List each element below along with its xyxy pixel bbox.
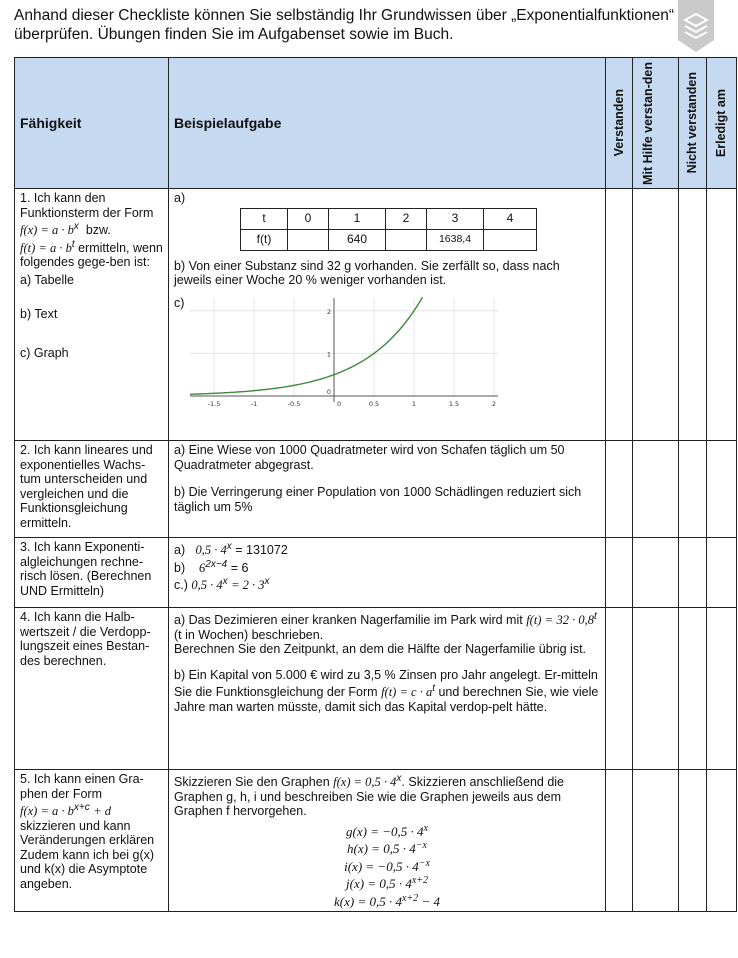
status-cell[interactable] xyxy=(679,538,707,608)
series-line-f xyxy=(190,297,423,394)
skill-cell-2: 2. Ich kann lineares und exponentielles Wachs-tum unterscheiden und vergleichen und die Funktionsgleichung ermitteln. xyxy=(15,441,169,538)
intro-text: Anhand dieser Checkliste können Sie selbständig Ihr Grundwissen über „Exponentialfunktionen“ überprüfen. Übungen finden Sie im Aufgabenset sowie im Buch. xyxy=(14,7,675,43)
x-tick-label: -1.5 xyxy=(207,399,221,408)
status-cell[interactable] xyxy=(679,441,707,538)
status-cell[interactable] xyxy=(633,608,679,770)
table-row xyxy=(15,608,737,770)
formula-list xyxy=(174,822,600,910)
x-tick-label: -0.5 xyxy=(287,399,301,408)
status-cell[interactable] xyxy=(606,538,633,608)
book-stack-icon xyxy=(674,0,718,52)
formula-j: $j(x) = 0,5 \cdot 4^{x+2}$ xyxy=(346,875,428,891)
header-example: Beispielaufgabe xyxy=(169,58,606,189)
table-row xyxy=(15,441,737,538)
formula-i: $i(x) = -0,5 \cdot 4^{-x}$ xyxy=(344,857,430,874)
header-mit-hilfe: Mit Hilfe verstan-den xyxy=(633,58,679,189)
status-cell[interactable] xyxy=(679,770,707,912)
x-tick-label: -1 xyxy=(250,399,258,408)
value-table: t 0 1 2 3 4 f(t) 640 1638,4 xyxy=(240,208,537,251)
status-cell[interactable] xyxy=(606,608,633,770)
status-cell[interactable] xyxy=(679,189,707,441)
skill-cell-1: 1. Ich kann den Funktionsterm der Form $f(x) = a \cdot b^x$ bzw. $f(t) = a \cdot b^t$ ermitteln, wenn folgendes gege-ben ist: a) Tabelle b) Text c) Graph xyxy=(15,189,169,441)
table-row xyxy=(15,189,737,441)
status-cell[interactable] xyxy=(633,189,679,441)
formula-g: $g(x) = -0,5 \cdot 4^x$ xyxy=(346,822,428,839)
status-cell[interactable] xyxy=(606,441,633,538)
example-cell-2: a) Eine Wiese von 1000 Quadratmeter wird von Schafen täglich um 50 Quadratmeter abgegrast. b) Die Verringerung einer Population von 1000 Schädlingen reduziert sich täglich um 5% xyxy=(169,441,606,538)
y-tick-label: 0 xyxy=(326,387,331,396)
status-cell[interactable] xyxy=(707,608,737,770)
x-tick-label: 0 xyxy=(337,399,342,408)
skill-cell-5: 5. Ich kann einen Gra-phen der Form $f(x) = a \cdot b^{x+c} + d$ skizzieren und kann Veränderungen erklären Zudem kann ich bei g(x) und k(x) die Asymptote angeben. xyxy=(15,770,169,912)
header-verstanden: Verstanden xyxy=(606,58,633,189)
example-cell-4: a) Das Dezimieren einer kranken Nagerfamilie im Park wird mit $f(t) = 32 \cdot 0,8^t$ (t in Wochen) beschrieben. Berechnen Sie den Zeitpunkt, an dem die Hälfte der Nagerfamilie übrig ist. b) Ein Kapital von 5.000 € wird zu 3,5 % Zinsen pro Jahr angelegt. Er-mitteln Sie die Funktionsgleichung der Form $f(t) = c \cdot a^t$ und berechnen Sie, wie viele Jahre man warten müsste, damit sich das Kapital verdop-pelt hätte. xyxy=(169,608,606,770)
example-cell-1: a) t 0 1 2 3 4 f(t) 640 1638,4 b) Von einer Substanz sind 32 g vorhanden. Sie zerfällt so, dass nach jeweils einer Woche 20 % weniger vorhanden ist. c) -1.5 -1 -0.5 0 0.5 1 1.5 2 0 1 2 xyxy=(169,189,606,441)
formula-k: $k(x) = 0,5 \cdot 4^{x+2} - 4$ xyxy=(334,892,440,909)
status-cell[interactable] xyxy=(679,608,707,770)
example-cell-5: Skizzieren Sie den Graphen $f(x) = 0,5 \cdot 4^x$. Skizzieren anschließend die Graphen g, h, i und beschreiben Sie wie die Graphen jeweils aus dem Graphen f hervorgehen. $g(x) = -0,5 \cdot 4^x$ $h(x) = 0,5 \cdot 4^{-x}$ $i(x) = -0,5 \cdot 4^{-x}$ $j(x) = 0,5 \cdot 4^{x+2}$ $k(x) = 0,5 \cdot 4^{x+2} - 4$ xyxy=(169,770,606,912)
x-tick-label: 1.5 xyxy=(448,399,460,408)
checklist-table xyxy=(14,57,737,912)
status-cell[interactable] xyxy=(633,770,679,912)
header-row xyxy=(15,58,737,189)
status-cell[interactable] xyxy=(606,189,633,441)
header-erledigt-am: Erledigt am xyxy=(707,58,737,189)
example-cell-3: a) $0,5 \cdot 4^x = 131072$ b) $6^{2x-4} = 6$ c.) $0,5 \cdot 4^x = 2 \cdot 3^x$ xyxy=(169,538,606,608)
header-nicht-verstanden: Nicht verstanden xyxy=(679,58,707,189)
x-tick-label: 0.5 xyxy=(368,399,380,408)
status-cell[interactable] xyxy=(707,538,737,608)
skill-cell-3: 3. Ich kann Exponenti-algleichungen rechne-risch lösen. (Berechnen UND Ermitteln) xyxy=(15,538,169,608)
y-tick-label: 2 xyxy=(326,307,331,316)
x-tick-label: 1 xyxy=(411,399,417,408)
table-row xyxy=(15,770,737,912)
table-row xyxy=(15,538,737,608)
status-cell[interactable] xyxy=(633,441,679,538)
status-cell[interactable] xyxy=(707,441,737,538)
skill-cell-4: 4. Ich kann die Halb-wertszeit / die Verdopp-lungszeit eines Bestan-des berechnen. xyxy=(15,608,169,770)
status-cell[interactable] xyxy=(633,538,679,608)
status-cell[interactable] xyxy=(707,189,737,441)
exponential-graph xyxy=(188,296,504,410)
formula-h: $h(x) = 0,5 \cdot 4^{-x}$ xyxy=(347,840,427,856)
status-cell[interactable] xyxy=(707,770,737,912)
x-tick-label: 2 xyxy=(491,399,497,408)
y-tick-label: 1 xyxy=(326,349,331,358)
header-skill: Fähigkeit xyxy=(15,58,169,189)
status-cell[interactable] xyxy=(606,770,633,912)
